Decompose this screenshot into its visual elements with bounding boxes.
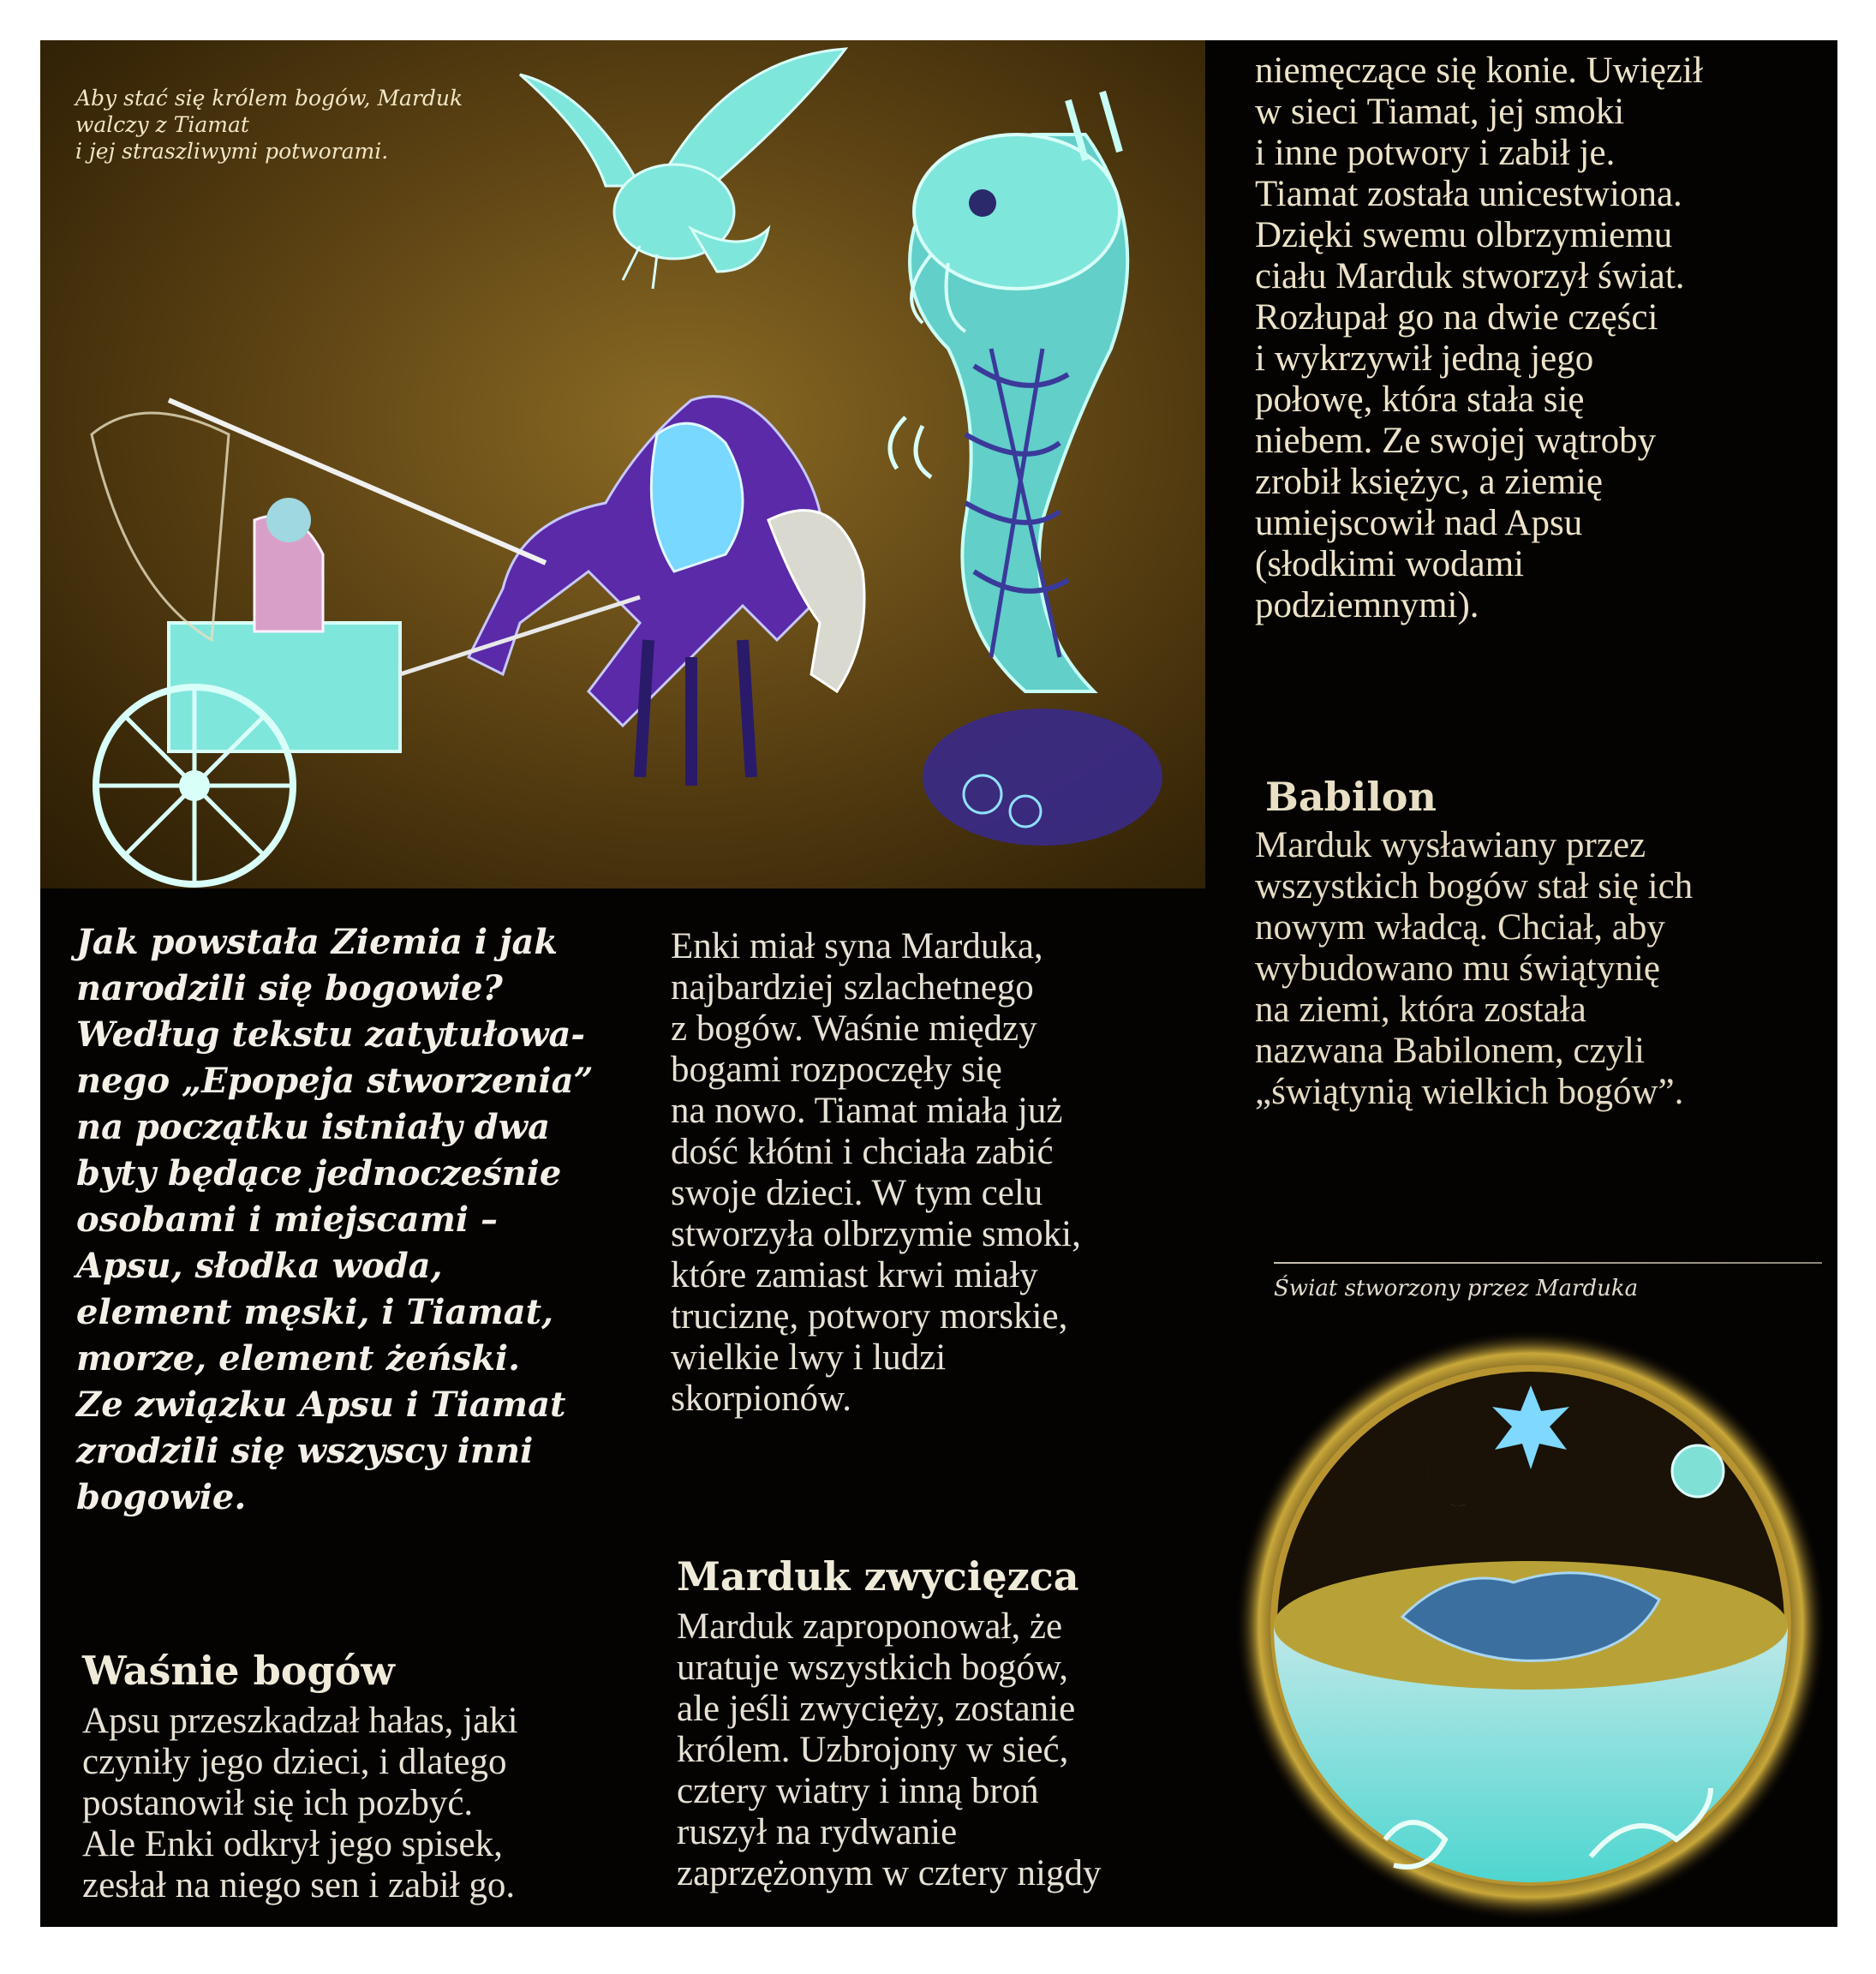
paragraph-tiamat-defeat: niemęczące się konie. Uwięził w sieci Tiamat, jej smoki i inne potwory i zabił je. Tiamat została unicestwiona. Dzięki swemu olbrzymiemu ciału Marduk stworzył świat. Rozłupał go na dwie części i wykrzywił jedną jego połowę, która stała się niebem. Ze swojej wątroby zrobił księżyc, a ziemię umiejscowił nad Apsu (słodkimi wodami podziemnymi). xyxy=(1255,51,1703,625)
winged-creature xyxy=(520,49,845,289)
heading-marduk-zwyciezca: Marduk zwycięzca xyxy=(677,1553,1079,1600)
battle-caption: Aby stać się królem bogów, Marduk walczy z Tiamat i jej straszliwymi potworami. xyxy=(75,86,463,164)
paragraph-babilon: Marduk wysławiany przez wszystkich bogów stał się ich nowym władcą. Chciał, aby wybudowano mu świątynię na ziemi, która została nazwana Babilonem, czyli „świątynią wielkich bogów”. xyxy=(1255,825,1694,1112)
world-sphere xyxy=(1231,1325,1831,1925)
battle-scene xyxy=(40,40,1205,888)
paragraph-marduk-zwyciezca: Marduk zaproponował, że uratuje wszystkich bogów, ale jeśli zwycięży, zostanie królem. Uzbrojony w sieć, cztery wiatry i inną broń ruszył na rydwanie zaprzężonym w cztery nigdy xyxy=(677,1606,1102,1893)
tiamat-dragon xyxy=(890,92,1162,846)
world-illustration xyxy=(1231,1325,1831,1925)
marduk-chariot xyxy=(96,597,640,884)
marduk-battle-illustration xyxy=(40,40,1205,888)
paragraph-wasnie-bogow: Apsu przeszkadzał hałas, jaki czyniły jego dzieci, i dlatego postanowił się ich pozbyć. Ale Enki odkrył jego spisek, zesłał na niego sen i zabił go. xyxy=(82,1701,518,1905)
sun-icon xyxy=(1672,1445,1724,1497)
heading-wasnie-bogow: Waśnie bogów xyxy=(82,1648,395,1694)
caption-divider xyxy=(1274,1262,1822,1264)
chariot-horses xyxy=(469,397,864,786)
book-page xyxy=(40,40,1837,1927)
marduk-figure xyxy=(92,400,546,640)
intro-paragraph: Jak powstała Ziemia i jak narodzili się bogowie? Według tekstu zatytułowa- nego „Epopeja stworzenia” na początku istniały dwa byty będące jednocześnie osobami i miejscami – Apsu, słodka woda, element męski, i Tiamat, morze, element żeński. Ze związku Apsu i Tiamat zrodzili się wszyscy inni bogowie. xyxy=(76,922,594,1517)
world-caption: Świat stworzony przez Marduka xyxy=(1274,1276,1639,1301)
heading-babilon: Babilon xyxy=(1265,774,1437,820)
paragraph-enki: Enki miał syna Marduka, najbardziej szlachetnego z bogów. Waśnie między bogami rozpoczęły się na nowo. Tiamat miała już dość kłótni i chciała zabić swoje dzieci. W tym celu stworzyła olbrzymie smoki, które zamiast krwi miały truciznę, potwory morskie, wielkie lwy i ludzi skorpionów. xyxy=(671,926,1081,1419)
